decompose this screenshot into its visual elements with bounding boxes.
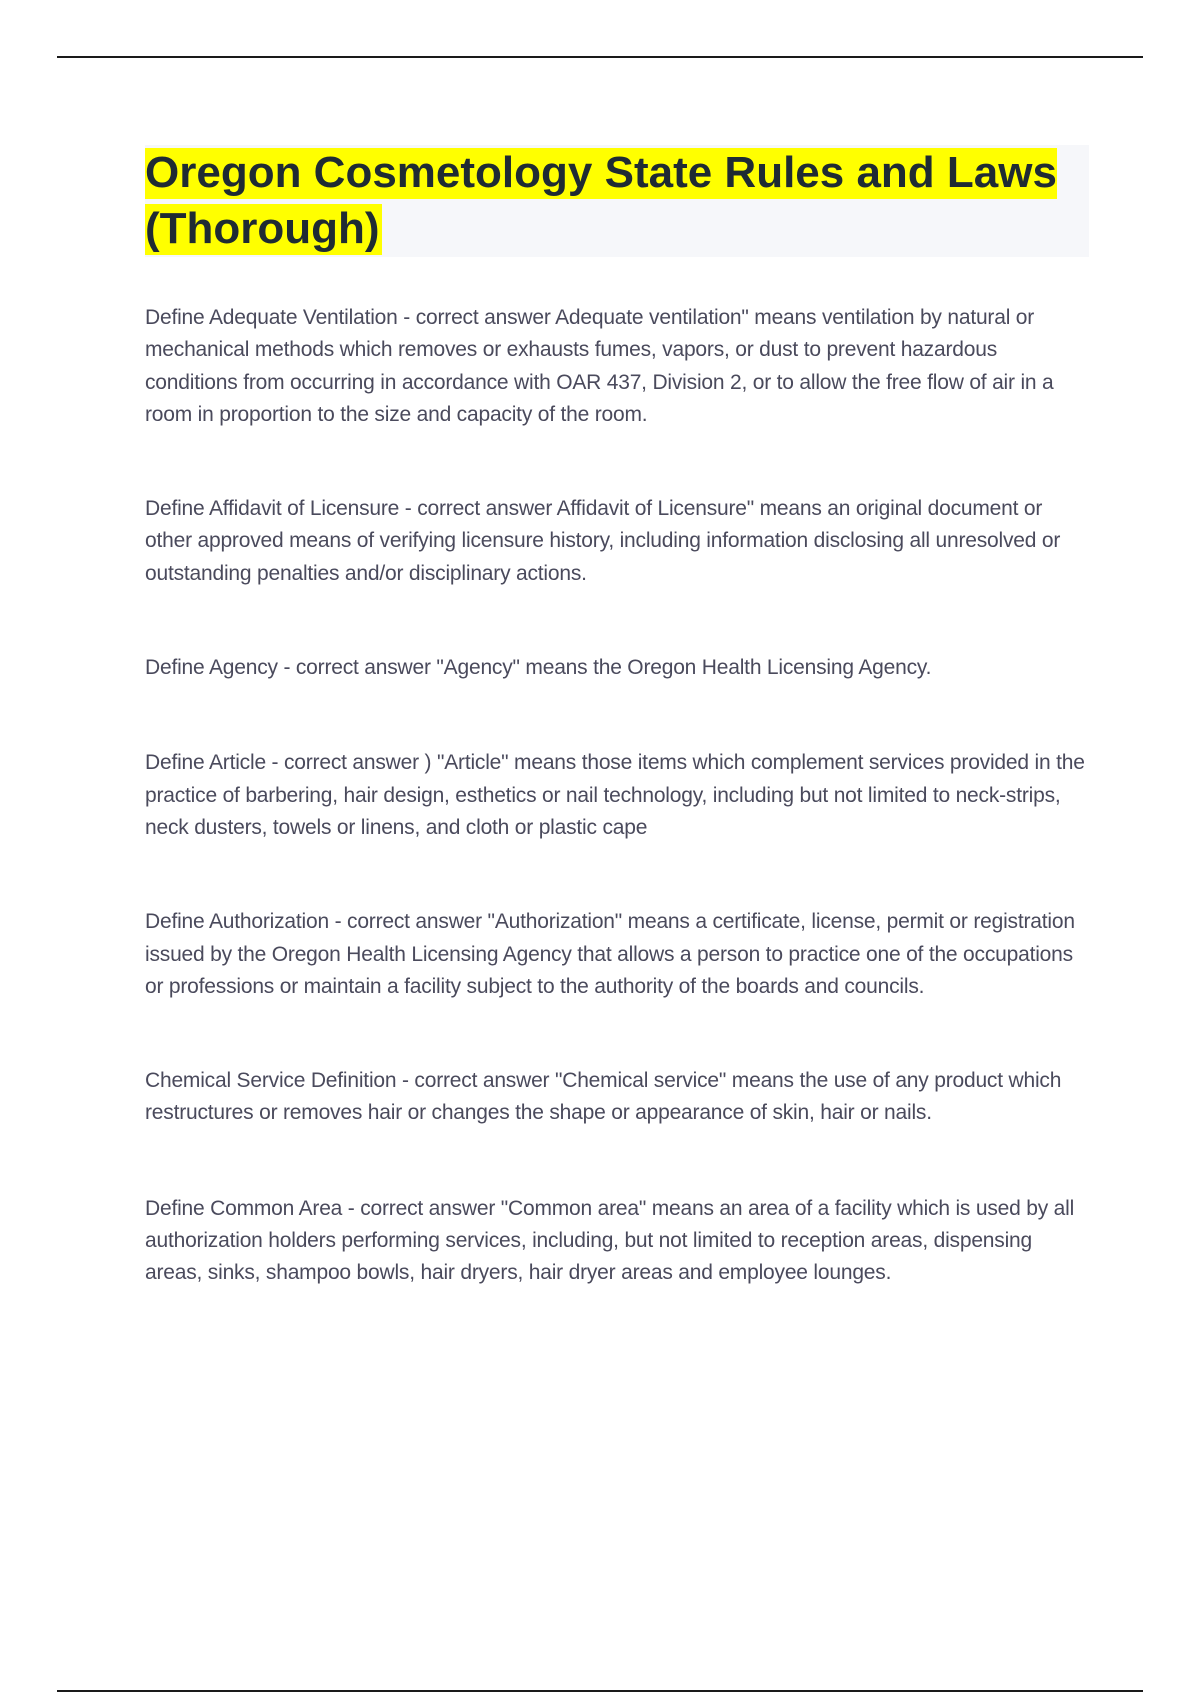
title-highlight: Oregon Cosmetology State Rules and Laws (Thorough) bbox=[145, 148, 1057, 253]
entry-common-area: Define Common Area - correct answer "Common area" means an area of a facility which is used by all authorization holders performing services, including, but not limited to reception areas, dispensing areas, sinks, shampoo bowls, hair dryers, hair dryer areas and employee lounges. bbox=[145, 1196, 1075, 1285]
entry-affidavit-of-licensure: Define Affidavit of Licensure - correct answer Affidavit of Licensure" means an original document or other approved means of verifying licensure history, including information disclosing all unresolved or outstanding penalties and/or disciplinary actions. bbox=[145, 497, 1061, 585]
document-body bbox=[145, 302, 1090, 1290]
entry-article: Define Article - correct answer ) "Article" means those items which complement services provided in the practice of barbering, hair design, esthetics or nail technology, including but not limited to neck-strips, neck dusters, towels or linens, and cloth or plastic cape bbox=[145, 751, 1085, 839]
top-divider bbox=[57, 56, 1143, 58]
bottom-divider bbox=[57, 1690, 1143, 1692]
entry-chemical-service: Chemical Service Definition - correct answer "Chemical service" means the use of any product which restructures or removes hair or changes the shape or appearance of skin, hair or nails. bbox=[145, 1069, 1062, 1125]
entry-adequate-ventilation: Define Adequate Ventilation - correct answer Adequate ventilation" means ventilation by natural or mechanical methods which removes or exhausts fumes, vapors, or dust to prevent hazardous conditions from occurring in accordance with OAR 437, Division 2, or to allow the free flow of air in a room in proportion to the size and capacity of the room. bbox=[145, 306, 1054, 426]
title-block bbox=[145, 145, 1089, 257]
entry-authorization: Define Authorization - correct answer "Authorization" means a certificate, license, permit or registration issued by the Oregon Health Licensing Agency that allows a person to practice one of the occupations or professions or maintain a facility subject to the authority of the boards and councils. bbox=[145, 910, 1075, 998]
document-title bbox=[145, 145, 1089, 257]
entry-agency: Define Agency - correct answer "Agency" means the Oregon Health Licensing Agency. bbox=[145, 656, 932, 680]
